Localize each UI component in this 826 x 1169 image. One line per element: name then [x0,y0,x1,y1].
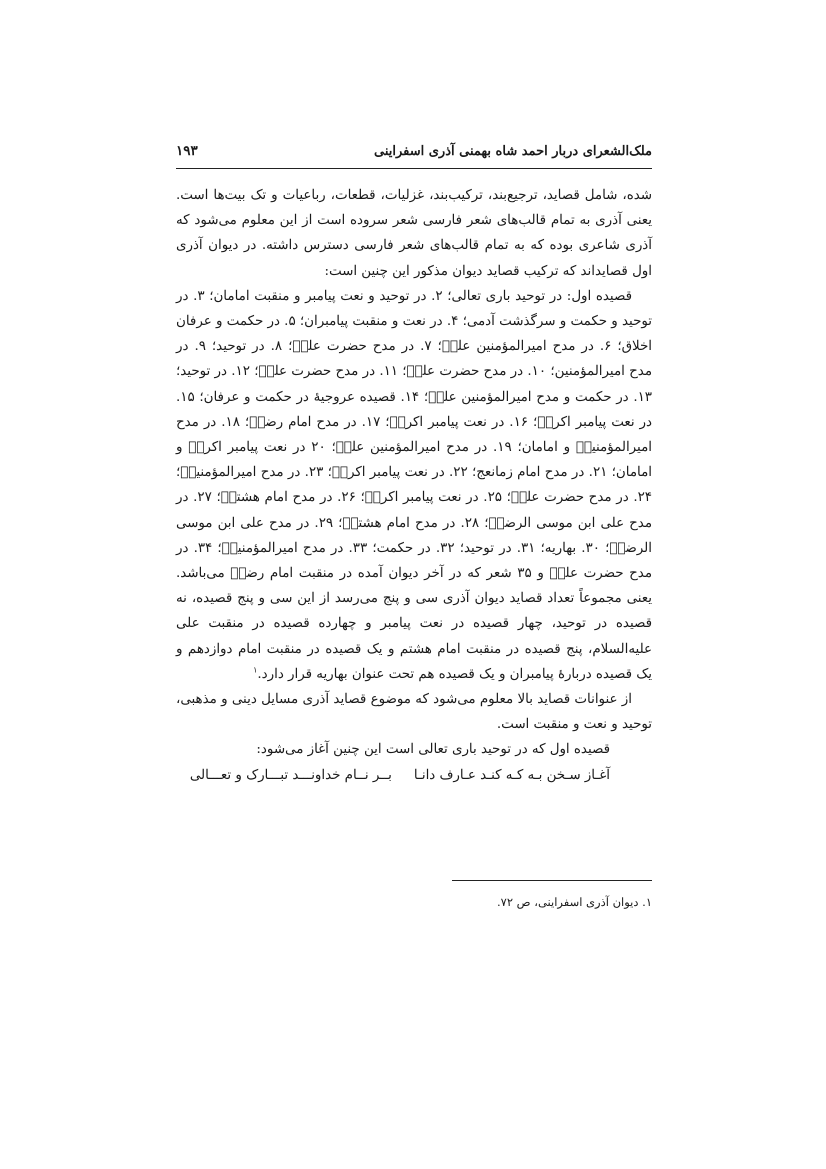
paragraph-verse-intro: قصیده اول که در توحید باری تعالی است این چنین آغاز می‌شود: [256,742,610,758]
footnote: ۱. دیوان آذری اسفراینی، ص ۷۲. [497,895,652,909]
paragraph-qasida-list [176,284,652,687]
paragraph-qasida-list-text: قصیده اول: در توحید باری تعالی؛ ۲. در توحید و نعت پیامبر و منقبت امامان؛ ۳. در توحید و حکمت و سرگذشت آدمی؛ ۴. در نعت و منقبت پیامبران؛ ۵. در حکمت و عرفان اخلاق؛ ۶. در مدح امیرالمؤمنین علیؑ؛ ۷. در مدح حضرت علیؑ؛ ۸. در توحید؛ ۹. در مدح امیرالمؤمنین؛ ۱۰. در مدح حضرت علیؑ؛ ۱۱. در مدح حضرت علیؑ؛ ۱۲. در توحید؛ ۱۳. در حکمت و مدح امیرالمؤمنین علیؑ؛ ۱۴. قصیده عروجیهٔ در حکمت و عرفان؛ ۱۵. در نعت پیامبر اکرمؐ؛ ۱۶. در نعت پیامبر اکرمؐ؛ ۱۷. در مدح امام رضاؑ؛ ۱۸. در مدح امیرالمؤمنینؑ و امامان؛ ۱۹. در مدح امیرالمؤمنین علیؑ؛ ۲۰ در نعت پیامبر اکرمؐ و امامان؛ ۲۱. در مدح امام زمانعج؛ ۲۲. در نعت پیامبر اکرمؐ؛ ۲۳. در مدح امیرالمؤمنینؑ؛ ۲۴. در مدح حضرت علیؑ؛ ۲۵. در نعت پیامبر اکرمؐ؛ ۲۶. در مدح امام هشتمؑ؛ ۲۷. در مدح علی ابن موسی الرضاؑ؛ ۲۸. در مدح امام هشتمؑ؛ ۲۹. در مدح علی ابن موسی الرضاؑ؛ ۳۰. بهاریه؛ ۳۱. در توحید؛ ۳۲. در حکمت؛ ۳۳. در مدح امیرالمؤمنینؑ؛ ۳۴. در مدح حضرت علیؑ و ۳۵ شعر که در آخر دیوان آمده در منقبت امام رضاؑ می‌باشد. یعنی مجموعاً تعداد قصاید دیوان آذری سی و پنج می‌رسد از این سی و پنج قصیده، نه قصیده در توحید، چهار قصیده در نعت پیامبر و چهارده قصیده در منقبت علی علیه‌السلام، پنج قصیده در منقبت امام هشتم و یک قصیده در منقبت امام دوازدهم و یک قصیده دربارهٔ پیامبران و یک قصیده هم تحت عنوان بهاریه قرار دارد. [176,288,652,682]
footnote-divider [452,880,652,881]
footnote-reference[interactable]: ۱ [253,665,258,675]
paragraph-intro: شده، شامل قصاید، ترجیع‌بند، ترکیب‌بند، غزلیات، قطعات، رباعیات و تک بیت‌ها است. یعنی آذری به تمام قالب‌های شعر فارسی شعر سروده است از این معلوم می‌شود که آذری شاعری بوده که به تمام قالب‌های شعر فارسی دسترس داشته. در دیوان آذری اول قصایداند که ترکیب قصاید دیوان مذکور این چنین است: [176,188,652,279]
running-header [176,140,652,166]
verse-hemistich-second: بــر نــام خداونـــد تبـــارک و تعـــالی [189,767,392,783]
verse-line [176,763,652,788]
verse-hemistich-first: آغـاز سـخن بـه کـه کنـد عـارف دانـا [413,767,610,783]
page-number: ۱۹۳ [176,143,198,159]
body-text [176,183,652,788]
paragraph-themes: از عنوانات قصاید بالا معلوم می‌شود که موضوع قصاید آذری مسایل دینی و مذهبی، توحید و نعت و منقبت است. [176,692,652,733]
header-divider [176,168,652,169]
running-header-title: ملک‌الشعرای دربار احمد شاه بهمنی آذری اسفراینی [373,144,652,159]
